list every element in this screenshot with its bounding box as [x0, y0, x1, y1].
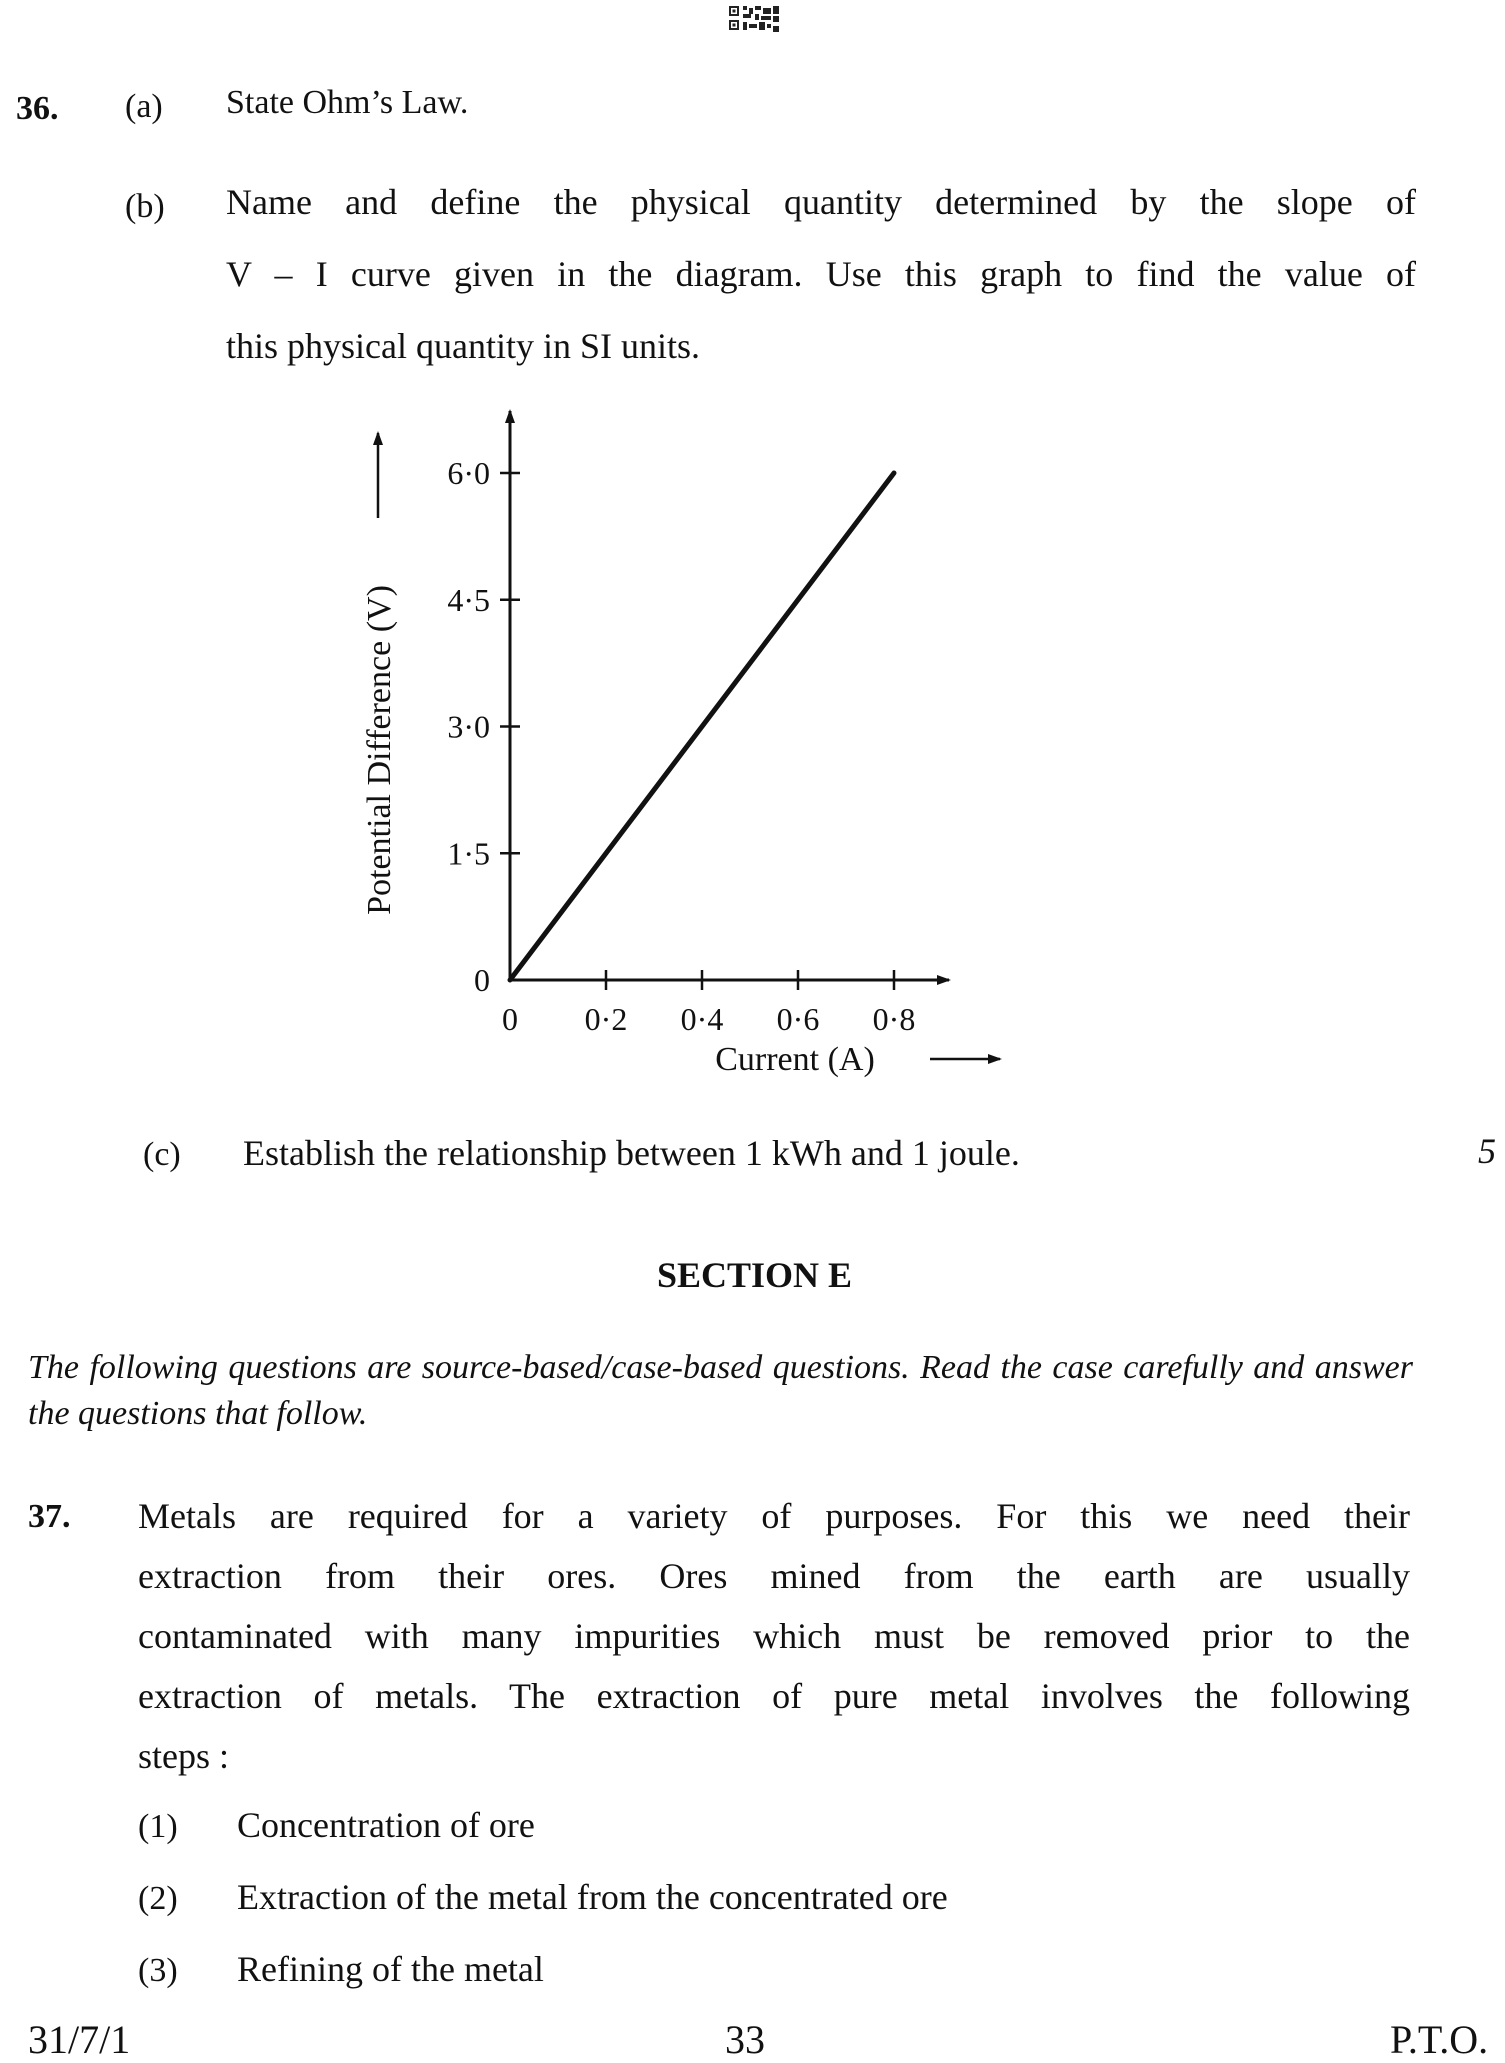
step-2-text: Extraction of the metal from the concentrated ore	[237, 1877, 948, 1917]
step-3-label: (3)	[138, 1952, 178, 1989]
part-b-line-3: this physical quantity in SI units.	[226, 326, 700, 366]
y-tick-label: 3·0	[447, 708, 490, 745]
paragraph-line: extraction from their ores. Ores mined from the earth are usually	[138, 1556, 1410, 1596]
footer-code: 31/7/1	[28, 2017, 131, 2062]
question-36-number: 36.	[16, 90, 59, 127]
section-e-title: SECTION E	[657, 1255, 853, 1295]
step-1-label: (1)	[138, 1808, 178, 1845]
x-tick-label: 0·4	[680, 1001, 724, 1037]
paragraph-line: Metals are required for a variety of purposes. For this we need their	[138, 1496, 1410, 1536]
qr-code-icon	[727, 4, 781, 34]
question-36-part-a-label: (a)	[125, 88, 163, 125]
x-tick-label: 0	[502, 1001, 518, 1037]
question-37-paragraph	[138, 1486, 1410, 1786]
part-b-line-1: Name and define the physical quantity determined by the slope of	[226, 182, 1416, 222]
vi-graph	[340, 400, 1080, 1100]
y-tick-label: 1·5	[447, 835, 490, 872]
question-36-part-b-text	[226, 166, 1416, 382]
x-tick-label: 0·2	[584, 1001, 628, 1037]
y-axis-label: Potential Difference (V)	[361, 585, 398, 915]
footer-pto: P.T.O.	[1390, 2017, 1489, 2062]
question-36-part-c-text: Establish the relationship between 1 kWh and 1 joule.	[243, 1133, 1020, 1173]
y-tick-label: 4·5	[447, 581, 490, 618]
x-tick-label: 0·8	[872, 1001, 916, 1037]
step-2-label: (2)	[138, 1880, 178, 1917]
step-3-text: Refining of the metal	[237, 1949, 544, 1989]
question-36-part-c-label: (c)	[143, 1136, 181, 1173]
step-1-text: Concentration of ore	[237, 1805, 535, 1845]
question-37-number: 37.	[28, 1498, 71, 1535]
y-tick-label: 6·0	[447, 455, 490, 491]
x-tick-label: 0·6	[776, 1001, 820, 1037]
section-e-intro: The following questions are source-based/case-based questions. Read the case carefully and answer the questions that follow.	[28, 1349, 1413, 1432]
series-line	[510, 473, 894, 980]
y-tick-label: 0	[474, 962, 490, 998]
paragraph-line: contaminated with many impurities which must be removed prior to the	[138, 1616, 1410, 1656]
question-36-marks: 5	[1478, 1131, 1496, 1171]
part-b-line-2: V – I curve given in the diagram. Use this graph to find the value of	[226, 254, 1416, 294]
x-axis-label: Current (A)	[715, 1041, 875, 1078]
paragraph-line: extraction of metals. The extraction of pure metal involves the following	[138, 1676, 1410, 1716]
question-36-part-b-label: (b)	[125, 188, 165, 225]
footer-page-number: 33	[725, 2017, 765, 2062]
question-36-part-a-text: State Ohm’s Law.	[226, 84, 469, 121]
paragraph-line: steps :	[138, 1736, 230, 1776]
